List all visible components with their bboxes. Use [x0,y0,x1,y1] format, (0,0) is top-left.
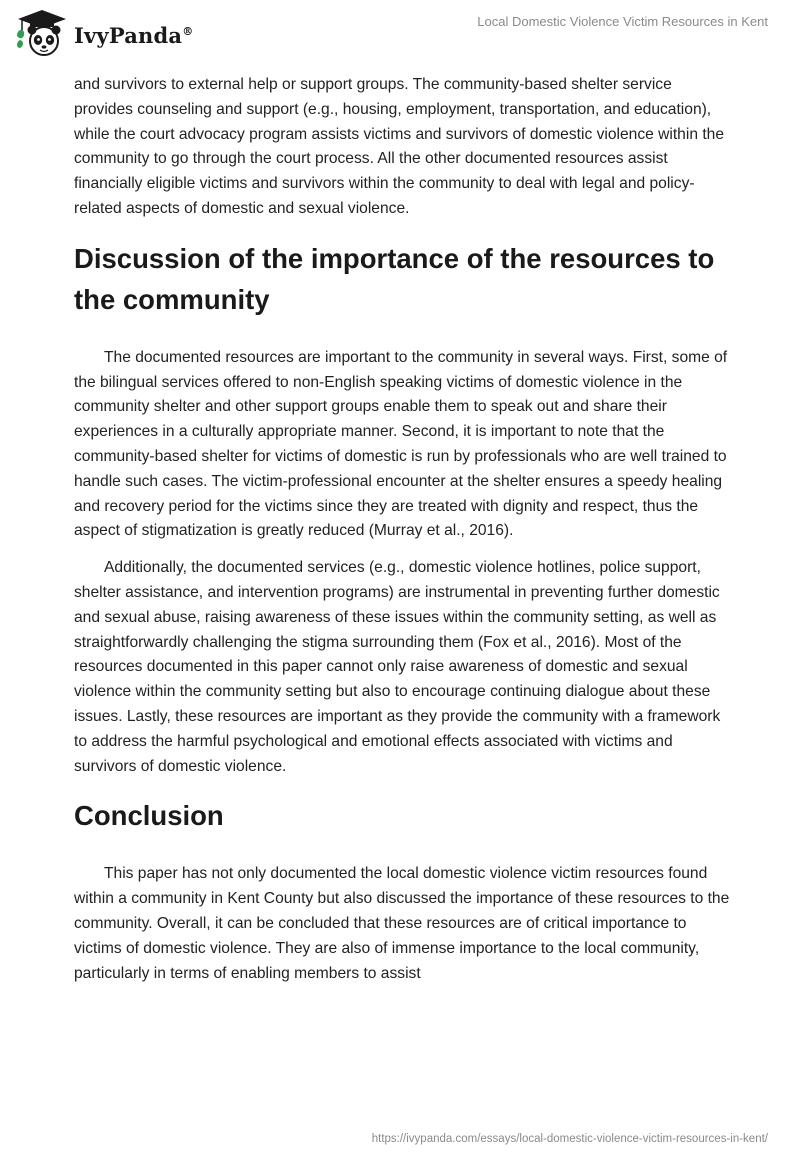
document-title: Local Domestic Violence Victim Resources in Kent [477,14,768,29]
importance-paragraph-1: The documented resources are important to the community in several ways. First, some of the bilingual services offered to non-English speaking victims of domestic violence in the community shelter and other support groups enable them to speak out and share their experiences in a culturally appropriate manner. Second, it is important to note that the community-based shelter for victims of domestic is run by professionals who are well trained to handle such cases. The victim-professional encounter at the shelter ensures a speedy healing and recovery period for the victims since they are treated with dignity and respect, thus the aspect of stigmatization is greatly reduced (Murray et al., 2016). [74,348,728,540]
importance-paragraph-2: Additionally, the documented services (e.g., domestic violence hotlines, police support, shelter assistance, and intervention programs) are instrumental in preventing further domestic and sexual abuse, raising awareness of these issues within the community setting, as well as straightforwardly challenging the stigma surrounding them (Fox et al., 2016). Most of the resources documented in this paper cannot only raise awareness of domestic and sexual violence within the community setting but also to encourage continuing dialogue about these issues. Lastly, these resources are important as they provide the community with a framework to address the harmful psychological and emotional effects associated with victims and survivors of domestic violence. [74,559,721,775]
conclusion-paragraph-1: This paper has not only documented the local domestic violence victim resources found within a community in Kent County but also discussed the importance of these resources to the community. Overall, it can be concluded that these resources are of critical importance to victims of domestic violence. They are also of immense importance to the local community, particularly in terms of enabling members to assist [74,865,730,982]
intro-paragraph: and survivors to external help or support groups. The community-based shelter service provides counseling and support (e.g., housing, employment, transportation, and education), while the court advocacy program assists victims and survivors of domestic violence within the community to go through the court process. All the other documented resources assist financially eligible victims and survivors within the community to deal with legal and policy-related aspects of domestic and sexual violence. [74,76,725,217]
brand-name-text: IvyPanda [74,22,183,48]
registered-mark: ® [182,24,194,38]
page-header [0,0,800,70]
essay-content [74,73,730,998]
conclusion-heading: Conclusion [74,800,224,832]
panda-graduate-icon [14,8,70,58]
importance-heading: Discussion of the importance of the resources to the community [74,242,715,315]
brand-name [74,23,193,48]
ivypanda-logo[interactable] [14,8,193,58]
footer-url[interactable]: https://ivypanda.com/essays/local-domestic-violence-victim-resources-in-kent/ [371,1133,768,1145]
